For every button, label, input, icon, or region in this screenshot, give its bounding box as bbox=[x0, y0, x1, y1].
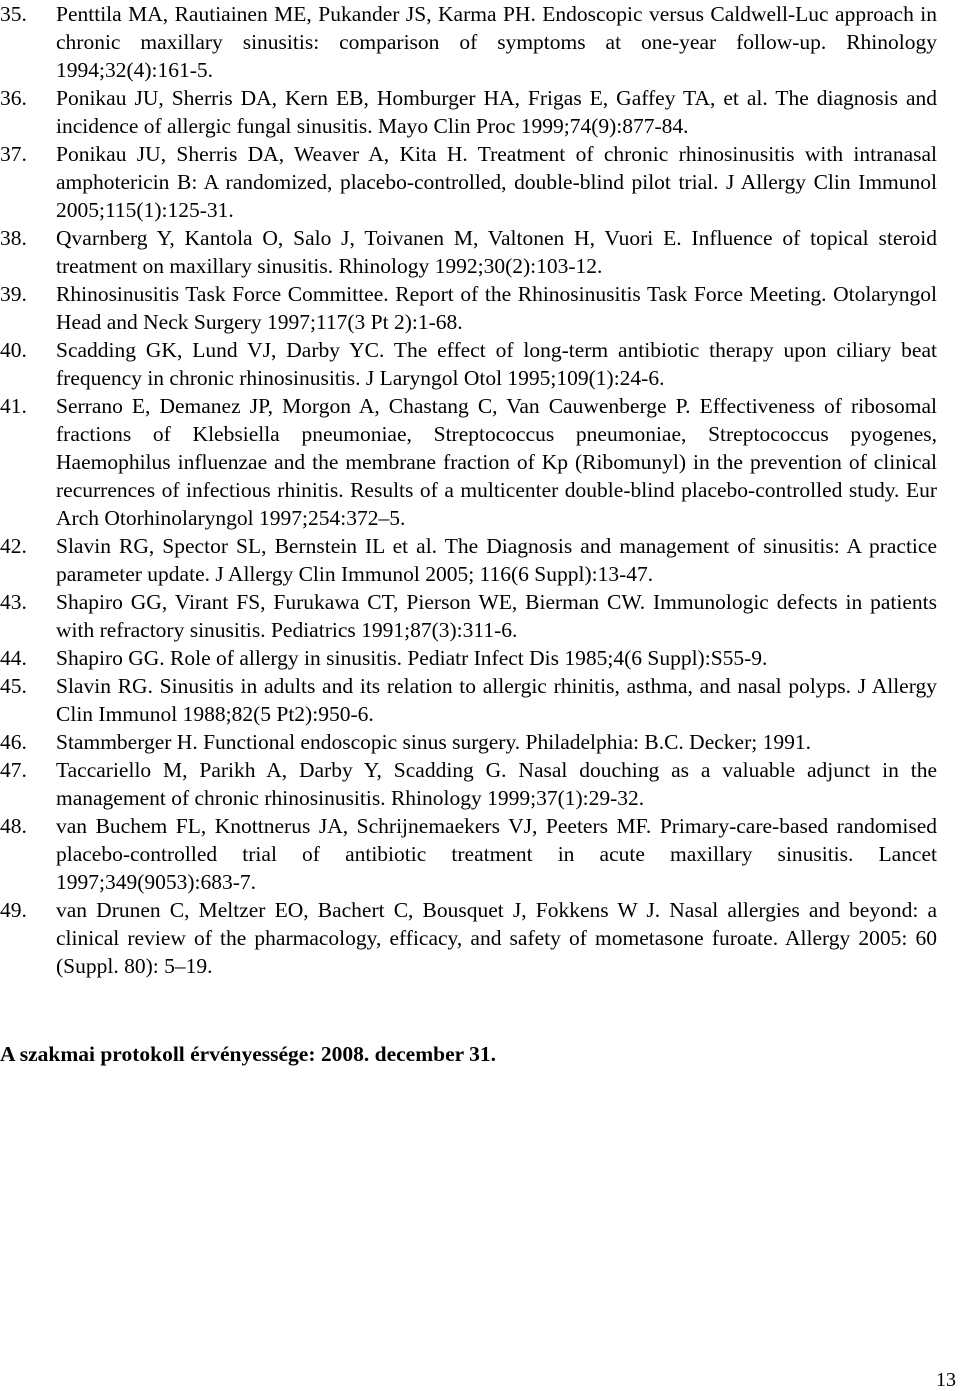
reference-text: van Buchem FL, Knottnerus JA, Schrijnemaekers VJ, Peeters MF. Primary-care-based randomised placebo-controlled trial of antibiotic treatment in acute maxillary sinusitis. Lancet 1997;349(9053):683-7. bbox=[56, 814, 937, 894]
reference-text: Shapiro GG, Virant FS, Furukawa CT, Pierson WE, Bierman CW. Immunologic defects in patients with refractory sinusitis. Pediatrics 1991;87(3):311-6. bbox=[56, 590, 937, 642]
reference-number: 39. bbox=[0, 282, 27, 306]
reference-item bbox=[0, 280, 937, 336]
reference-text: Stammberger H. Functional endoscopic sinus surgery. Philadelphia: B.C. Decker; 1991. bbox=[56, 730, 811, 754]
reference-number: 38. bbox=[0, 226, 27, 250]
reference-item bbox=[0, 224, 937, 280]
reference-item bbox=[0, 532, 937, 588]
page-number: 13 bbox=[936, 1369, 956, 1391]
reference-number: 47. bbox=[0, 758, 27, 782]
reference-text: Slavin RG. Sinusitis in adults and its relation to allergic rhinitis, asthma, and nasal polyps. J Allergy Clin Immunol 1988;82(5 Pt2):950-6. bbox=[56, 674, 937, 726]
reference-number: 41. bbox=[0, 394, 27, 418]
reference-text: Taccariello M, Parikh A, Darby Y, Scadding G. Nasal douching as a valuable adjunct in the management of chronic rhinosinusitis. Rhinology 1999;37(1):29-32. bbox=[56, 758, 937, 810]
protocol-validity-statement: A szakmai protokoll érvényessége: 2008. december 31. bbox=[0, 1042, 497, 1066]
reference-item bbox=[0, 644, 937, 672]
reference-text: Scadding GK, Lund VJ, Darby YC. The effect of long-term antibiotic therapy upon ciliary beat frequency in chronic rhinosinusitis. J Laryngol Otol 1995;109(1):24-6. bbox=[56, 338, 937, 390]
reference-item bbox=[0, 392, 937, 532]
reference-number: 43. bbox=[0, 590, 27, 614]
reference-number: 49. bbox=[0, 898, 27, 922]
reference-text: Ponikau JU, Sherris DA, Kern EB, Homburger HA, Frigas E, Gaffey TA, et al. The diagnosis and incidence of allergic fungal sinusitis. Mayo Clin Proc 1999;74(9):877-84. bbox=[56, 86, 937, 138]
reference-number: 48. bbox=[0, 814, 27, 838]
reference-number: 35. bbox=[0, 2, 27, 26]
reference-text: Serrano E, Demanez JP, Morgon A, Chastang C, Van Cauwenberge P. Effectiveness of ribosomal fractions of Klebsiella pneumoniae, Streptococcus pneumoniae, Streptococcus pyogenes, Haemophilus influenzae and the membrane fraction of Kp (Ribomunyl) in the prevention of clinical recurrences of infectious rhinitis. Results of a multicenter double-blind placebo-controlled study. Eur Arch Otorhinolaryngol 1997;254:372–5. bbox=[56, 394, 937, 530]
reference-text: van Drunen C, Meltzer EO, Bachert C, Bousquet J, Fokkens W J. Nasal allergies and beyond: a clinical review of the pharmacology, efficacy, and safety of mometasone furoate. Allergy 2005: 60 (Suppl. 80): 5–19. bbox=[56, 898, 937, 978]
reference-number: 36. bbox=[0, 86, 27, 110]
reference-number: 40. bbox=[0, 338, 27, 362]
reference-item bbox=[0, 140, 937, 224]
reference-text: Qvarnberg Y, Kantola O, Salo J, Toivanen M, Valtonen H, Vuori E. Influence of topical steroid treatment on maxillary sinusitis. Rhinology 1992;30(2):103-12. bbox=[56, 226, 937, 278]
reference-item bbox=[0, 756, 937, 812]
reference-text: Ponikau JU, Sherris DA, Weaver A, Kita H. Treatment of chronic rhinosinusitis with intranasal amphotericin B: A randomized, placebo-controlled, double-blind pilot trial. J Allergy Clin Immunol 2005;115(1):125-31. bbox=[56, 142, 937, 222]
reference-text: Slavin RG, Spector SL, Bernstein IL et al. The Diagnosis and management of sinusitis: A practice parameter update. J Allergy Clin Immunol 2005; 116(6 Suppl):13-47. bbox=[56, 534, 937, 586]
reference-item bbox=[0, 0, 937, 84]
reference-item bbox=[0, 672, 937, 728]
reference-number: 44. bbox=[0, 646, 27, 670]
reference-item bbox=[0, 896, 937, 980]
reference-number: 42. bbox=[0, 534, 27, 558]
reference-text: Penttila MA, Rautiainen ME, Pukander JS, Karma PH. Endoscopic versus Caldwell-Luc approach in chronic maxillary sinusitis: comparison of symptoms at one-year follow-up. Rhinology 1994;32(4):161-5. bbox=[56, 2, 937, 82]
reference-text: Rhinosinusitis Task Force Committee. Report of the Rhinosinusitis Task Force Meeting. Otolaryngol Head and Neck Surgery 1997;117(3 Pt 2):1-68. bbox=[56, 282, 937, 334]
reference-item bbox=[0, 812, 937, 896]
reference-item bbox=[0, 336, 937, 392]
reference-item bbox=[0, 588, 937, 644]
reference-item bbox=[0, 728, 937, 756]
reference-number: 45. bbox=[0, 674, 27, 698]
reference-number: 46. bbox=[0, 730, 27, 754]
reference-text: Shapiro GG. Role of allergy in sinusitis. Pediatr Infect Dis 1985;4(6 Suppl):S55-9. bbox=[56, 646, 768, 670]
reference-number: 37. bbox=[0, 142, 27, 166]
reference-item bbox=[0, 84, 937, 140]
